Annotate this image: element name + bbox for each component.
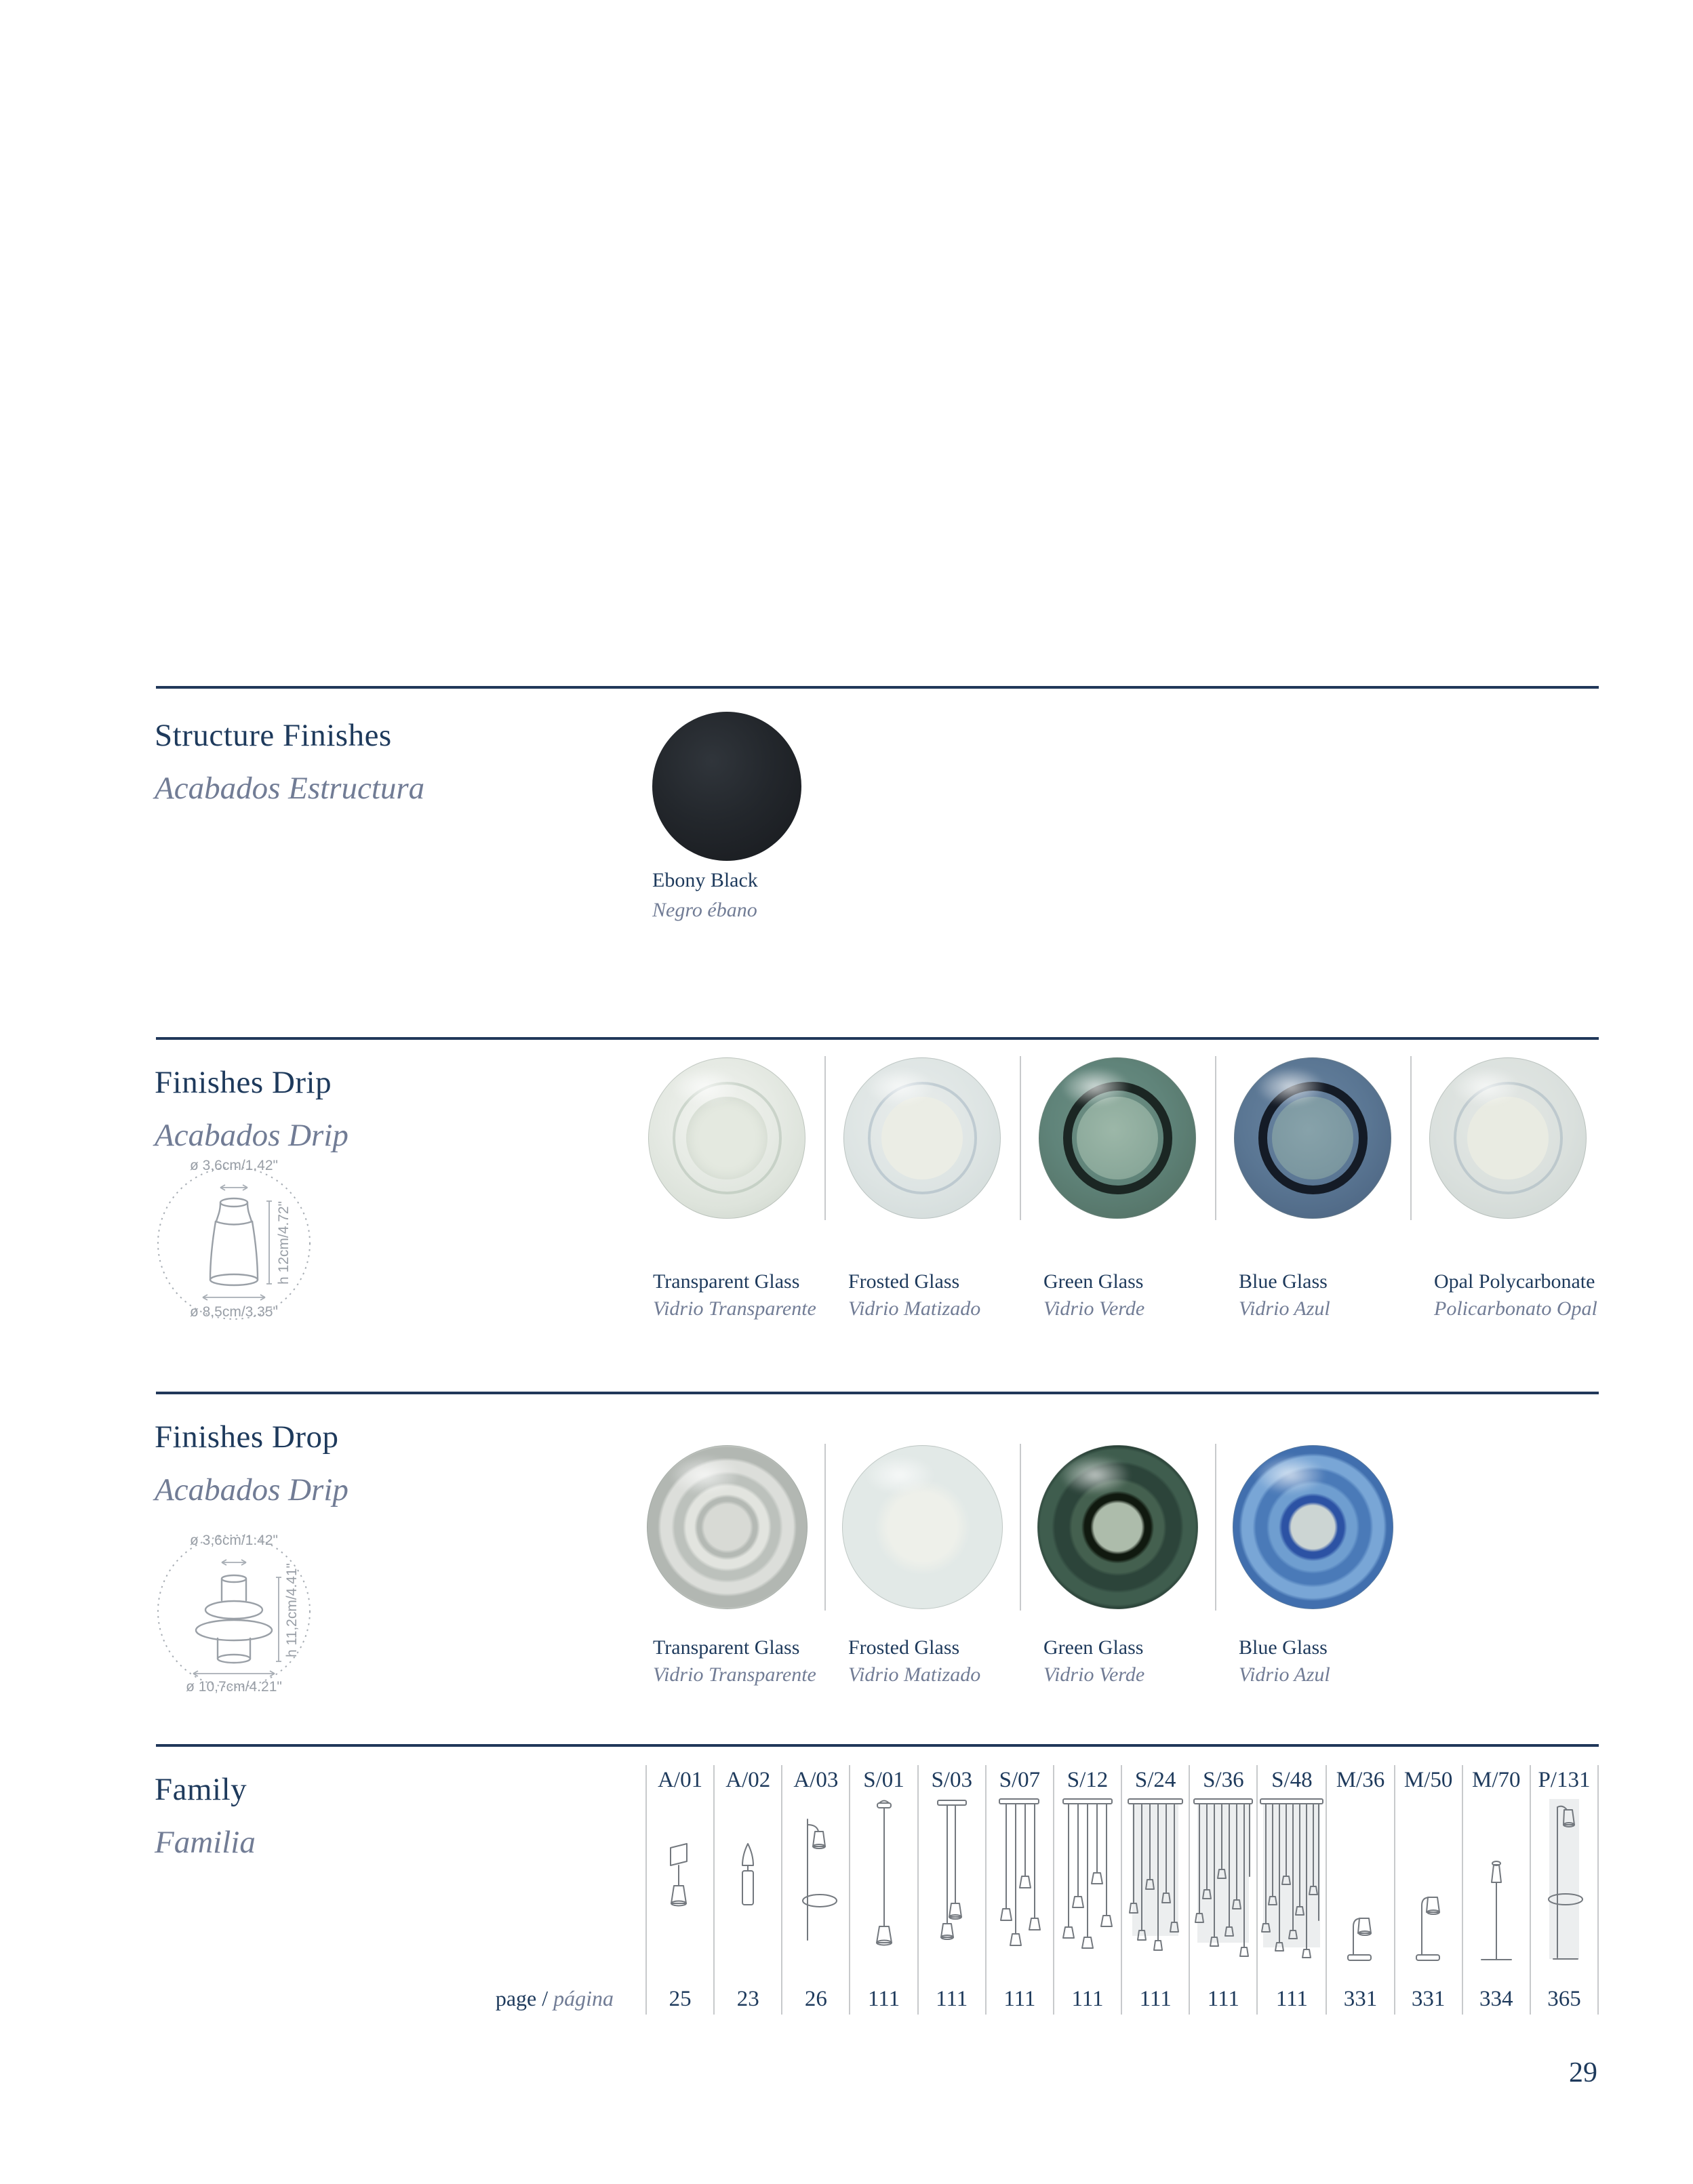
drop-dim-bottom: ø 10,7cm/4.21"	[186, 1679, 282, 1695]
swatch-name: Transparent Glass	[653, 1636, 800, 1659]
drip-title: Finishes Drip	[155, 1065, 332, 1100]
swatch-name-es: Vidrio Matizado	[848, 1297, 981, 1320]
family-code: P/131	[1538, 1768, 1591, 1793]
swatch-name-es: Vidrio Transparente	[653, 1297, 816, 1320]
ebony-label-en: Ebony Black	[652, 869, 758, 891]
bollard-p131-sketch	[1540, 1798, 1589, 1964]
wall-lamp-a03-sketch	[794, 1814, 837, 1946]
family-column-s01	[849, 1765, 917, 2015]
family-code: S/12	[1067, 1767, 1109, 1792]
family-page: 111	[1139, 1987, 1172, 2011]
drip-swatch-blue	[1215, 1057, 1410, 1320]
swatch-name: Blue Glass	[1239, 1636, 1328, 1659]
swatch-name-es: Vidrio Azul	[1239, 1663, 1330, 1686]
swatch-name-es: Vidrio Transparente	[653, 1663, 816, 1686]
family-code: S/24	[1134, 1767, 1176, 1792]
drop-swatch-blue	[1215, 1445, 1410, 1686]
family-column-s07	[985, 1765, 1053, 2015]
family-page: 111	[1003, 1987, 1036, 2011]
family-page: 365	[1547, 1987, 1581, 2011]
drip-swatch-transparent	[629, 1057, 824, 1320]
page-row-label	[380, 1986, 614, 2011]
ebony-label-es: Negro ébano	[652, 899, 757, 921]
green-glass-disc	[1037, 1445, 1198, 1609]
frosted-glass-disc	[843, 1057, 1001, 1219]
page-number: 29	[1569, 2057, 1597, 2088]
structure-subtitle: Acabados Estructura	[155, 771, 425, 806]
pendant-s07-sketch	[993, 1795, 1047, 1964]
family-column-s48	[1256, 1765, 1326, 2015]
section-rule-drop	[156, 1392, 1599, 1394]
family-code: S/03	[931, 1768, 972, 1793]
family-page: 111	[1275, 1987, 1308, 2011]
transparent-glass-disc	[647, 1445, 808, 1609]
table-lamp-m50-sketch	[1408, 1881, 1449, 1964]
family-code: A/03	[793, 1768, 839, 1793]
structure-title: Structure Finishes	[155, 718, 392, 753]
family-column-m36	[1326, 1765, 1393, 2015]
drop-title: Finishes Drop	[155, 1419, 339, 1455]
section-rule-structure	[156, 686, 1599, 689]
page-label-separator: /	[536, 1986, 554, 2010]
ebony-black-swatch	[652, 712, 801, 861]
drop-swatch-green	[1020, 1445, 1215, 1686]
family-page: 111	[1207, 1987, 1239, 2011]
swatch-name: Frosted Glass	[848, 1636, 960, 1659]
family-column-s24	[1121, 1765, 1189, 2015]
family-column-s03	[917, 1765, 985, 2015]
page-label-es: página	[553, 1986, 614, 2010]
frosted-glass-disc	[842, 1445, 1003, 1609]
section-rule-family	[156, 1744, 1599, 1747]
family-page: 25	[669, 1987, 692, 2011]
family-code: M/50	[1403, 1768, 1453, 1793]
table-lamp-m36-sketch	[1340, 1899, 1380, 1964]
swatch-name-es: Vidrio Verde	[1043, 1297, 1145, 1320]
family-column-a03	[781, 1765, 849, 2015]
family-title: Family	[155, 1772, 247, 1807]
family-column-a01	[645, 1765, 713, 2015]
family-page: 26	[804, 1987, 827, 2011]
drip-swatch-row	[629, 1057, 1606, 1320]
drop-swatch-frosted	[824, 1445, 1020, 1686]
drop-swatch-row	[629, 1445, 1410, 1686]
swatch-name: Blue Glass	[1239, 1270, 1328, 1293]
section-rule-drip	[156, 1037, 1599, 1040]
family-page: 23	[736, 1987, 759, 2011]
family-column-m50	[1394, 1765, 1462, 2015]
family-column-a02	[713, 1765, 781, 2015]
drop-subtitle: Acabados Drip	[155, 1472, 348, 1508]
family-code: A/01	[658, 1768, 703, 1793]
family-subtitle: Familia	[155, 1825, 256, 1860]
drip-swatch-opal	[1410, 1057, 1606, 1320]
family-code: S/01	[863, 1768, 904, 1793]
swatch-name-es: Policarbonato Opal	[1434, 1297, 1597, 1320]
family-code: M/36	[1336, 1768, 1385, 1793]
pendant-s36-sketch	[1191, 1795, 1256, 1966]
family-code: S/36	[1203, 1767, 1244, 1792]
family-column-s12	[1053, 1765, 1121, 2015]
wall-lamp-a02-sketch	[728, 1829, 768, 1930]
pendant-s24-sketch	[1124, 1795, 1187, 1966]
drop-dimension-drawing	[153, 1529, 315, 1695]
family-page: 111	[1071, 1987, 1104, 2011]
drip-swatch-green	[1020, 1057, 1215, 1320]
swatch-name-es: Vidrio Matizado	[848, 1663, 981, 1686]
family-page: 111	[868, 1987, 900, 2011]
transparent-glass-disc	[648, 1057, 805, 1219]
family-code: S/48	[1271, 1767, 1313, 1792]
drop-dim-height: h 11,2cm/4.41"	[284, 1563, 300, 1658]
swatch-name: Transparent Glass	[653, 1270, 800, 1293]
green-glass-disc	[1039, 1057, 1196, 1219]
swatch-name-es: Vidrio Azul	[1239, 1297, 1330, 1320]
pendant-s48-sketch	[1258, 1795, 1326, 1966]
pendant-s12-sketch	[1058, 1795, 1117, 1966]
drip-swatch-frosted	[824, 1057, 1020, 1320]
family-code: M/70	[1472, 1768, 1521, 1793]
pendant-s03-sketch	[927, 1796, 977, 1962]
pendant-s01-sketch	[860, 1796, 908, 1956]
blue-glass-disc	[1233, 1445, 1393, 1609]
family-page: 331	[1343, 1987, 1378, 2011]
swatch-name: Green Glass	[1043, 1270, 1144, 1293]
family-page: 334	[1479, 1987, 1513, 2011]
wall-lamp-a01-sketch	[660, 1829, 700, 1930]
swatch-name: Green Glass	[1043, 1636, 1144, 1659]
family-column-p131	[1530, 1765, 1599, 2015]
blue-glass-disc	[1234, 1057, 1391, 1219]
family-page: 111	[936, 1987, 968, 2011]
swatch-name-es: Vidrio Verde	[1043, 1663, 1145, 1686]
family-table	[645, 1765, 1599, 2015]
family-column-s36	[1189, 1765, 1256, 2015]
floor-lamp-m70-sketch	[1476, 1850, 1517, 1964]
drip-dim-bottom: ø 8,5cm/3.35"	[189, 1304, 278, 1320]
drop-swatch-transparent	[629, 1445, 824, 1686]
drop-dim-top: ø 3,6cm/1.42"	[189, 1533, 278, 1548]
family-code: A/02	[725, 1768, 771, 1793]
family-column-m70	[1462, 1765, 1530, 2015]
drip-dimension-drawing	[153, 1160, 315, 1323]
drip-dim-top: ø 3,6cm/1.42"	[189, 1158, 278, 1173]
family-code: S/07	[999, 1767, 1041, 1792]
drip-subtitle: Acabados Drip	[155, 1118, 348, 1153]
family-page: 331	[1411, 1987, 1446, 2011]
opal-polycarbonate-disc	[1429, 1057, 1587, 1219]
page-label-en: page	[495, 1986, 537, 2010]
swatch-name: Opal Polycarbonate	[1434, 1270, 1595, 1293]
swatch-name: Frosted Glass	[848, 1270, 960, 1293]
drip-dim-height: h 12cm/4.72"	[276, 1200, 292, 1285]
